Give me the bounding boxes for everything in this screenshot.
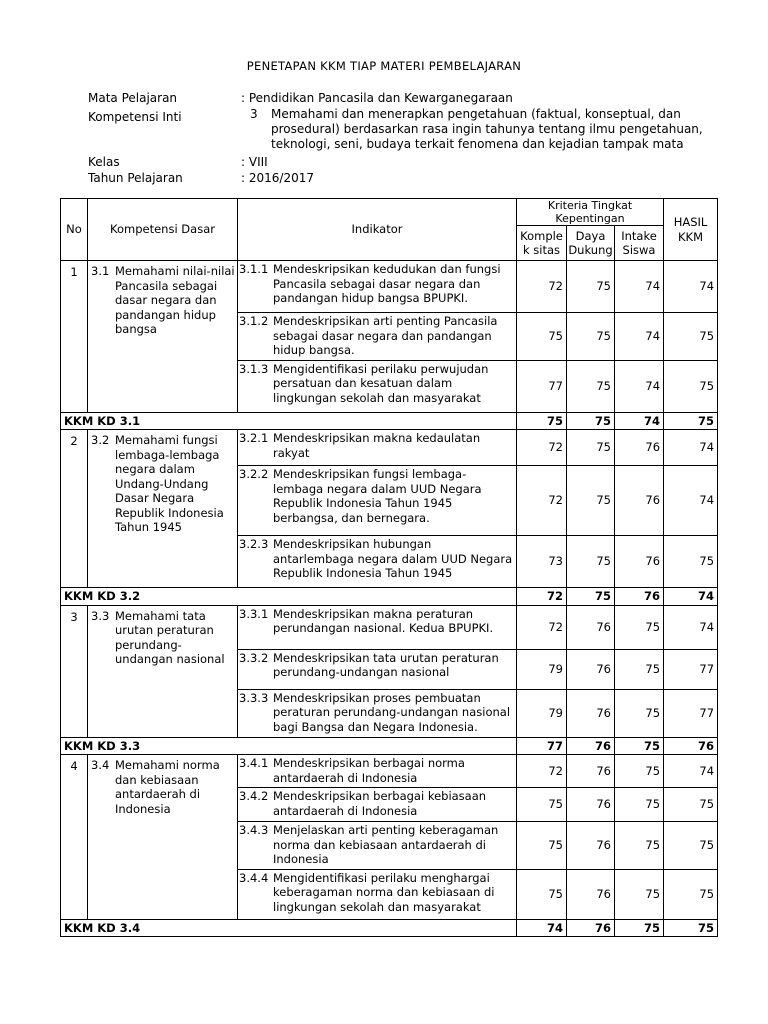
total-intake: 75 [615,919,664,937]
mapel-label: Mata Pelajaran [88,91,178,105]
total-hasil: 74 [664,588,718,606]
indikator-cell [238,605,517,649]
indikator-text: Mendeskripsikan berbagai kebiasaan antardaerah di Indonesia [273,789,487,818]
meta-block [88,91,703,191]
indikator-number: 3.2.2 [239,467,269,481]
indikator-cell [238,536,517,588]
hasil-kkm-value: 75 [664,869,718,919]
daya-dukung-value: 75 [567,466,615,536]
indikator-cell [238,313,517,361]
indikator-text: Mengidentifikasi perilaku menghargai keberagaman norma dan kebiasaan di lingkungan sekolah dan masyarakat [273,870,495,914]
indikator-wrap [238,536,516,583]
indikator-number: 3.3.2 [239,650,269,665]
indikator-wrap [238,313,516,360]
header-kd: Kompetensi Dasar [88,199,238,261]
indikator-number: 3.3.1 [239,606,269,621]
indikator-text: Mendeskripsikan hubungan antarlembaga negara dalam UUD Negara Republik Indonesia Tahun 1945 [273,537,513,580]
kompetensi-dasar [88,605,238,737]
daya-dukung-value: 76 [567,689,615,737]
intake-value: 76 [615,466,664,536]
intake-value: 75 [615,649,664,689]
indikator-wrap [238,755,516,787]
hasil-kkm-value: 77 [664,649,718,689]
kd-wrap [91,758,235,816]
kompleksitas-value: 77 [517,360,567,412]
daya-dukung-value: 75 [567,360,615,412]
indikator-cell [238,689,517,737]
indikator-number: 3.4.3 [239,823,269,837]
total-hasil: 75 [664,412,718,430]
intake-value: 75 [615,605,664,649]
intake-value: 75 [615,788,664,822]
hasil-kkm-value: 74 [664,466,718,536]
indikator-text: Mengidentifikasi perilaku perwujudan persatuan dan kesatuan dalam lingkungan sekolah dan masyarakat [273,361,489,405]
total-intake: 74 [615,412,664,430]
header-daya-dukung: Daya Dukung [567,226,615,261]
kompleksitas-value: 72 [517,466,567,536]
kd-wrap [91,433,235,535]
total-kompleksitas: 75 [517,412,567,430]
kompleksitas-value: 72 [517,605,567,649]
indikator-wrap [238,788,516,820]
total-intake: 76 [615,588,664,606]
kd-number: 3.2 [91,433,110,447]
hasil-kkm-value: 77 [664,689,718,737]
ki-label: Kompetensi Inti [88,110,182,124]
indikator-cell [238,430,517,466]
indikator-wrap [238,606,516,638]
daya-dukung-value: 75 [567,261,615,313]
hasil-kkm-value: 75 [664,313,718,361]
indikator-text: Mendeskripsikan berbagai norma antardaerah di Indonesia [273,756,465,785]
indikator-wrap [238,870,516,917]
indikator-number: 3.4.1 [239,756,269,770]
indikator-number: 3.4.4 [239,870,269,885]
kelas-value: : VIII [241,155,268,169]
kompleksitas-value: 75 [517,313,567,361]
daya-dukung-value: 76 [567,649,615,689]
row-number: 3 [61,605,88,737]
kompleksitas-value: 79 [517,649,567,689]
indikator-number: 3.1.1 [239,262,269,276]
row-number: 4 [61,755,88,920]
intake-value: 75 [615,689,664,737]
total-hasil: 75 [664,919,718,937]
daya-dukung-value: 76 [567,869,615,919]
kd-number: 3.3 [91,608,110,623]
kompleksitas-value: 79 [517,689,567,737]
indikator-text: Mendeskripsikan kedudukan dan fungsi Pancasila sebagai dasar negara dan pandangan hidup bangsa BPUPKI. [273,262,501,305]
kompleksitas-value: 72 [517,755,567,788]
ki-number: 3 [250,107,258,121]
kd-text: Memahami nilai-nilai Pancasila sebagai dasar negara dan pandangan hidup bangsa [115,264,235,336]
intake-value: 76 [615,536,664,588]
kompleksitas-value: 72 [517,261,567,313]
indikator-wrap [238,361,516,408]
kd-wrap [91,609,235,667]
tahun-label: Tahun Pelajaran [88,171,183,185]
hasil-kkm-value: 74 [664,755,718,788]
indikator-number: 3.3.3 [239,690,269,705]
indikator-cell [238,822,517,870]
hasil-kkm-value: 74 [664,605,718,649]
daya-dukung-value: 75 [567,430,615,466]
intake-value: 74 [615,313,664,361]
indikator-text: Mendeskripsikan proses pembuatan peraturan perundang-undangan nasional bagi Bangsa dan Negara Indonesia. [273,690,511,734]
hasil-kkm-value: 74 [664,430,718,466]
indicator-row [61,261,718,313]
kkm-kd-total-row [61,737,718,755]
indikator-text: Mendeskripsikan tata urutan peraturan perundang-undangan nasional [273,650,499,679]
indikator-cell [238,466,517,536]
kompleksitas-value: 73 [517,536,567,588]
indikator-text: Mendeskripsikan arti penting Pancasila sebagai dasar negara dan pandangan hidup bangsa. [273,314,498,357]
daya-dukung-value: 76 [567,822,615,870]
hasil-kkm-value: 74 [664,261,718,313]
daya-dukung-value: 76 [567,788,615,822]
indikator-cell [238,755,517,788]
kompetensi-dasar [88,430,238,588]
indikator-text: Mendeskripsikan makna peraturan perundangan nasional. Kedua BPUPKI. [273,606,494,635]
total-daya-dukung: 76 [567,737,615,755]
kkm-table [60,198,718,937]
intake-value: 75 [615,869,664,919]
indicator-row [61,605,718,649]
kompleksitas-value: 72 [517,430,567,466]
total-kompleksitas: 72 [517,588,567,606]
row-number: 1 [61,261,88,413]
indikator-number: 3.1.3 [239,361,269,376]
kkm-kd-label: KKM KD 3.3 [61,737,517,755]
kompleksitas-value: 75 [517,788,567,822]
daya-dukung-value: 75 [567,536,615,588]
indikator-wrap [238,261,516,308]
kompleksitas-value: 75 [517,822,567,870]
header-intake: Intake Siswa [615,226,664,261]
total-hasil: 76 [664,737,718,755]
total-daya-dukung: 75 [567,412,615,430]
total-daya-dukung: 76 [567,919,615,937]
indikator-text: Mendeskripsikan fungsi lembaga-lembaga negara dalam UUD Negara Republik Indonesia Tahun 1945 berbangsa, dan bernegara. [273,467,482,525]
kkm-kd-label: KKM KD 3.1 [61,412,517,430]
mapel-value: : Pendidikan Pancasila dan Kewarganegaraan [241,91,513,105]
total-intake: 75 [615,737,664,755]
kkm-kd-total-row [61,412,718,430]
indikator-number: 3.2.1 [239,431,269,445]
kkm-kd-total-row [61,919,718,937]
indicator-row [61,430,718,466]
intake-value: 75 [615,822,664,870]
indikator-wrap [238,430,516,462]
indikator-number: 3.2.3 [239,537,269,551]
indikator-number: 3.1.2 [239,314,269,328]
kompleksitas-value: 75 [517,869,567,919]
intake-value: 76 [615,430,664,466]
kd-text: Memahami fungsi lembaga-lembaga negara dalam Undang-Undang Dasar Negara Republik Indonesia Tahun 1945 [115,433,224,534]
indikator-wrap [238,650,516,682]
indikator-number: 3.4.2 [239,789,269,803]
indikator-cell [238,649,517,689]
intake-value: 74 [615,360,664,412]
total-kompleksitas: 77 [517,737,567,755]
indikator-text: Menjelaskan arti penting keberagaman norma dan kebiasaan antardaerah di Indonesia [273,823,499,866]
kd-wrap [91,264,235,337]
tahun-value: : 2016/2017 [241,171,314,185]
header-kriteria: Kriteria Tingkat Kepentingan [517,199,664,226]
hasil-kkm-value: 75 [664,360,718,412]
header-no: No [61,199,88,261]
kelas-label: Kelas [88,155,120,169]
header-indikator: Indikator [238,199,517,261]
row-number: 2 [61,430,88,588]
total-daya-dukung: 75 [567,588,615,606]
kkm-kd-label: KKM KD 3.2 [61,588,517,606]
indikator-cell [238,869,517,919]
hasil-kkm-value: 75 [664,822,718,870]
header-kompleksitas: Komple k sitas [517,226,567,261]
kd-text: Memahami norma dan kebiasaan antardaerah di Indonesia [115,758,220,816]
daya-dukung-value: 76 [567,755,615,788]
kd-number: 3.4 [91,758,110,772]
indicator-row [61,755,718,788]
indikator-wrap [238,690,516,737]
ki-text: Memahami dan menerapkan pengetahuan (faktual, konseptual, dan prosedural) berdasarkan rasa ingin tahunya tentang ilmu pengetahuan, teknologi, seni, budaya terkait fenomena dan kejadian tampak mata [271,107,703,151]
indikator-text: Mendeskripsikan makna kedaulatan rakyat [273,431,481,460]
indikator-cell [238,261,517,313]
kd-text: Memahami tata urutan peraturan perundang-undangan nasional [115,608,225,666]
kompetensi-dasar [88,755,238,920]
total-kompleksitas: 74 [517,919,567,937]
kd-number: 3.1 [91,264,110,278]
daya-dukung-value: 76 [567,605,615,649]
kkm-kd-label: KKM KD 3.4 [61,919,517,937]
indikator-cell [238,788,517,822]
indikator-wrap [238,822,516,869]
hasil-kkm-value: 75 [664,536,718,588]
header-hasil: HASIL KKM [664,199,718,261]
indikator-wrap [238,466,516,527]
intake-value: 74 [615,261,664,313]
kkm-kd-total-row [61,588,718,606]
intake-value: 75 [615,755,664,788]
kkm-body [61,261,718,937]
hasil-kkm-value: 75 [664,788,718,822]
daya-dukung-value: 75 [567,313,615,361]
indikator-cell [238,360,517,412]
page-title: PENETAPAN KKM TIAP MATERI PEMBELAJARAN [246,59,522,73]
kompetensi-dasar [88,261,238,413]
